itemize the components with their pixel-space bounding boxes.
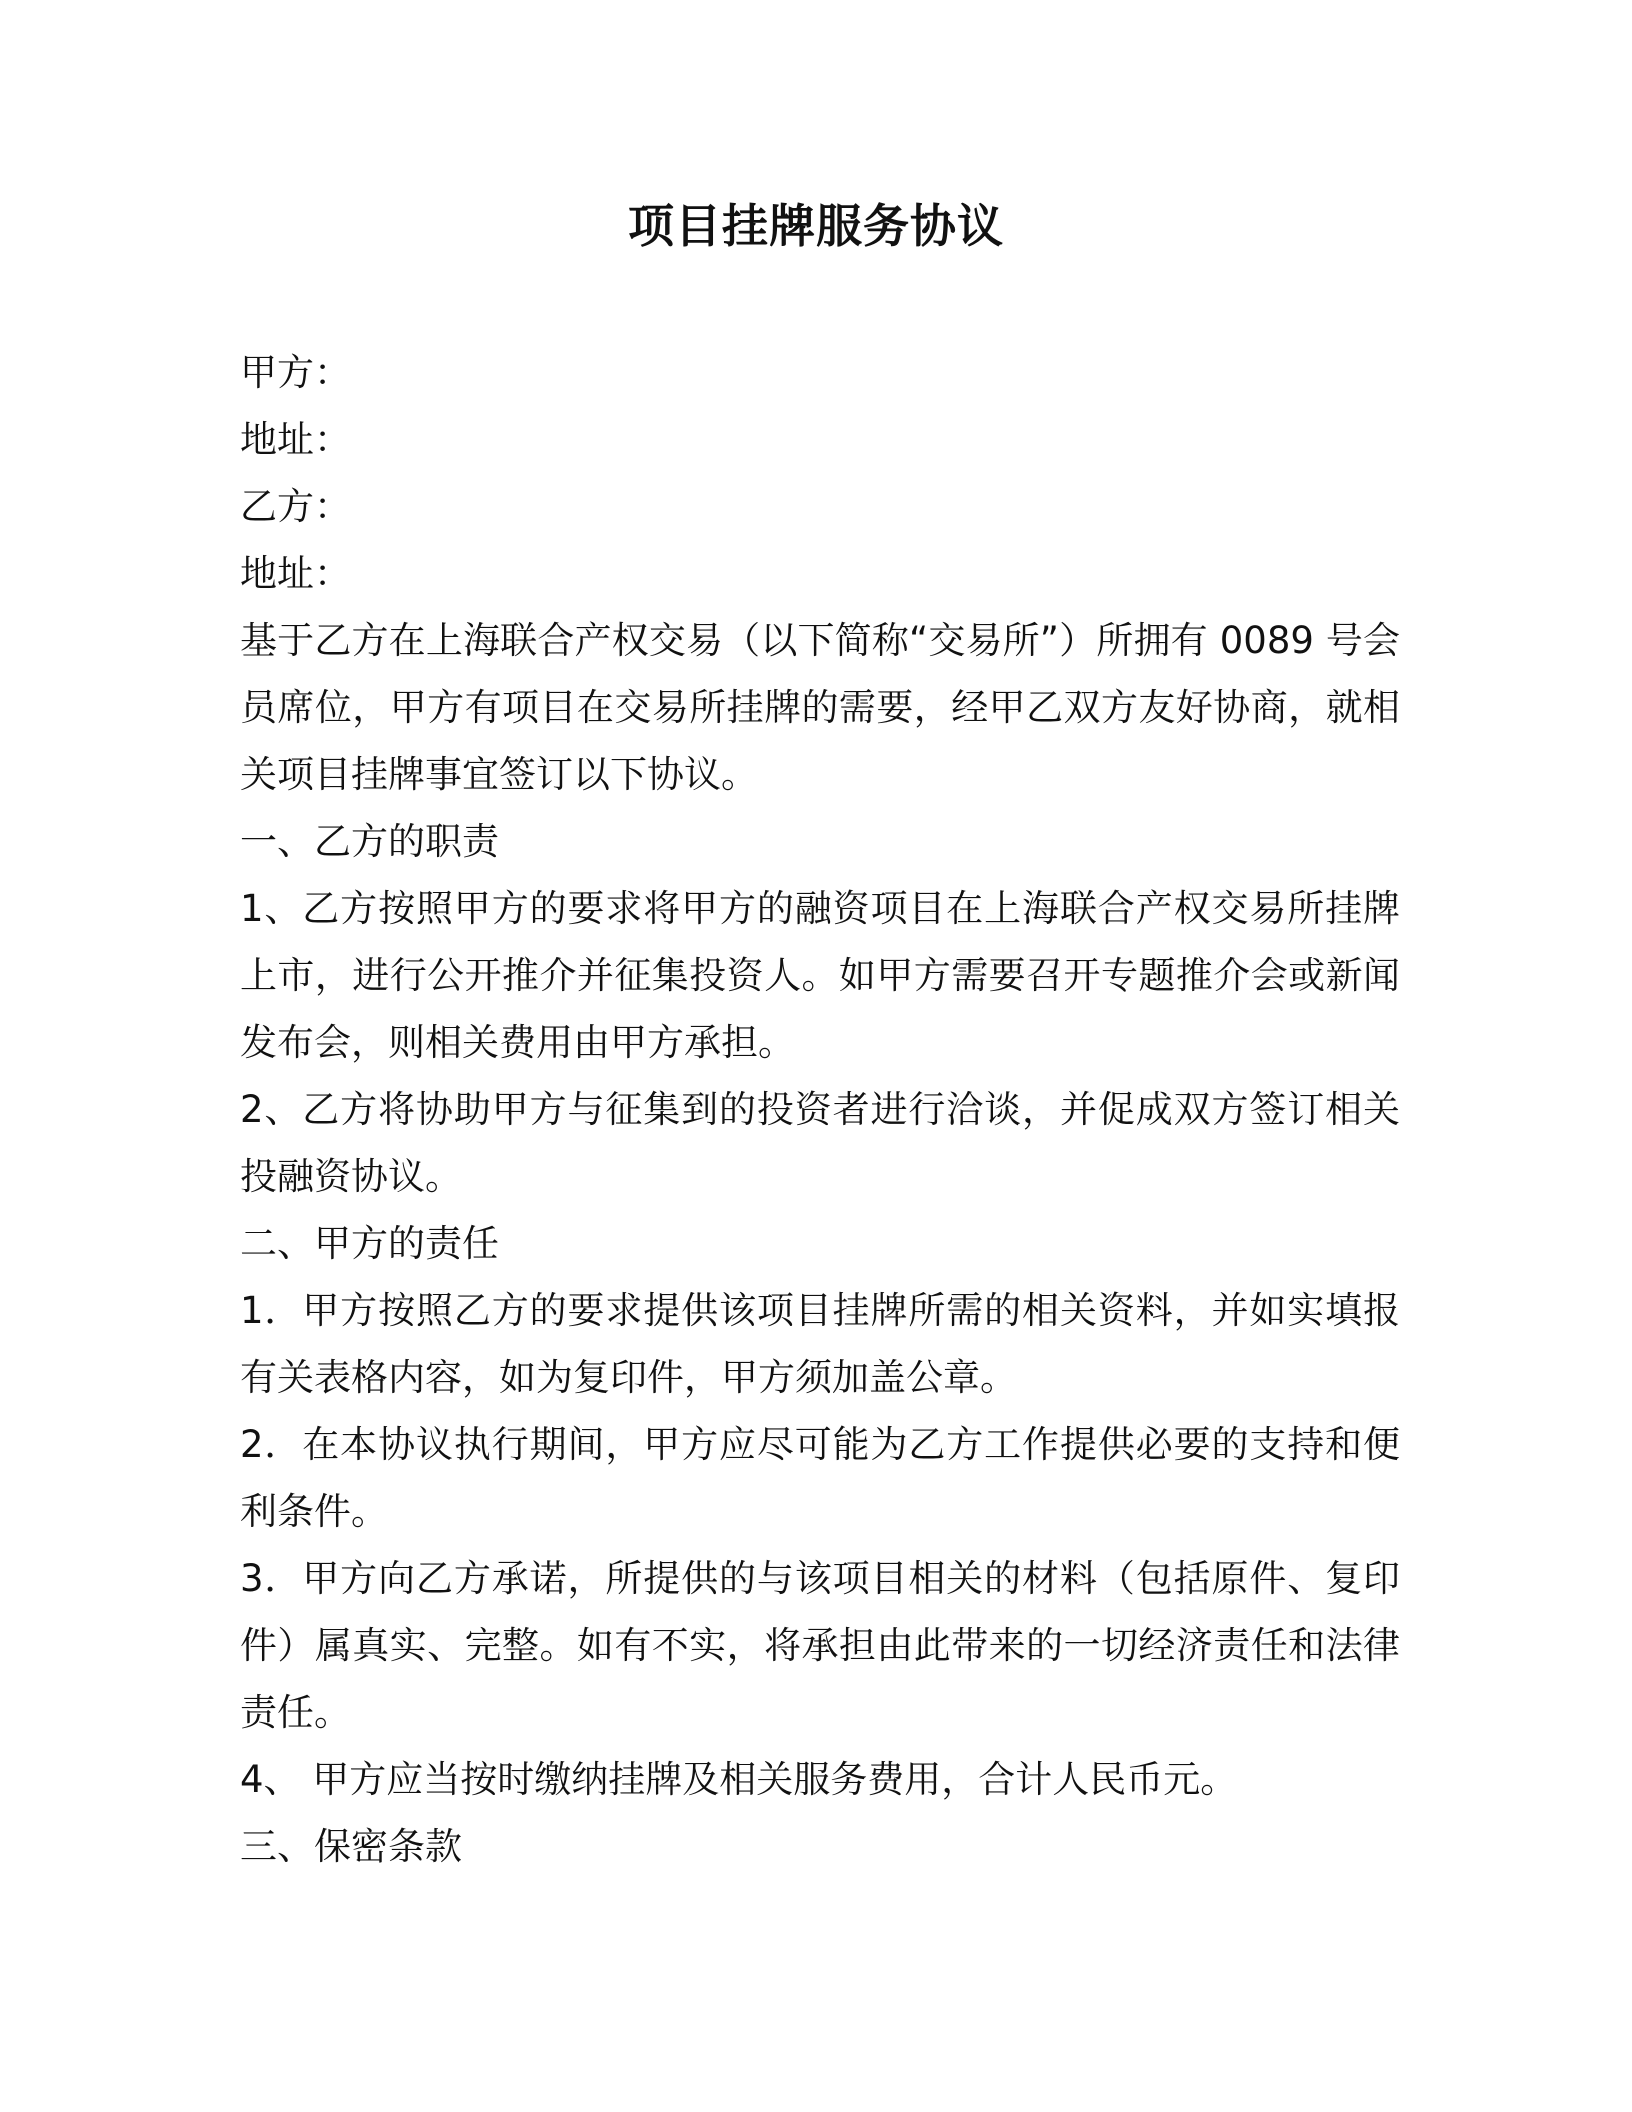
preamble-paragraph: 基于乙方在上海联合产权交易（以下简称“交易所”）所拥有 0089 号会员席位，甲方有项目在交易所挂牌的需要，经甲乙双方友好协商，就相关项目挂牌事宜签订以下协议。 xyxy=(240,619,1400,796)
document-body xyxy=(240,339,1400,1880)
clause-paragraph: 4、 甲方应当按时缴纳挂牌及相关服务费用，合计人民币元。 xyxy=(240,1758,1238,1801)
section-heading-party-a-responsibilities: 二、甲方的责任 xyxy=(240,1222,499,1265)
party-a-address-label: 地址： xyxy=(240,418,351,461)
party-a-label: 甲方： xyxy=(240,351,351,394)
clause-paragraph: 3．甲方向乙方承诺，所提供的与该项目相关的材料（包括原件、复印件）属真实、完整。如有不实，将承担由此带来的一切经济责任和法律责任。 xyxy=(240,1557,1400,1734)
section-heading-confidentiality: 三、保密条款 xyxy=(240,1825,462,1868)
clause-paragraph: 2、乙方将协助甲方与征集到的投资者进行洽谈，并促成双方签订相关投融资协议。 xyxy=(240,1088,1400,1198)
section-heading-party-b-duties: 一、乙方的职责 xyxy=(240,820,499,863)
clause-paragraph: 2．在本协议执行期间，甲方应尽可能为乙方工作提供必要的支持和便利条件。 xyxy=(240,1423,1400,1533)
party-b-address-label: 地址： xyxy=(240,552,351,595)
clause-paragraph: 1、乙方按照甲方的要求将甲方的融资项目在上海联合产权交易所挂牌上市，进行公开推介并征集投资人。如甲方需要召开专题推介会或新闻发布会，则相关费用由甲方承担。 xyxy=(240,887,1400,1064)
clause-paragraph: 1．甲方按照乙方的要求提供该项目挂牌所需的相关资料，并如实填报有关表格内容，如为复印件，甲方须加盖公章。 xyxy=(240,1289,1400,1399)
party-b-label: 乙方： xyxy=(240,485,351,528)
page-title: 项目挂牌服务协议 xyxy=(628,199,1004,253)
